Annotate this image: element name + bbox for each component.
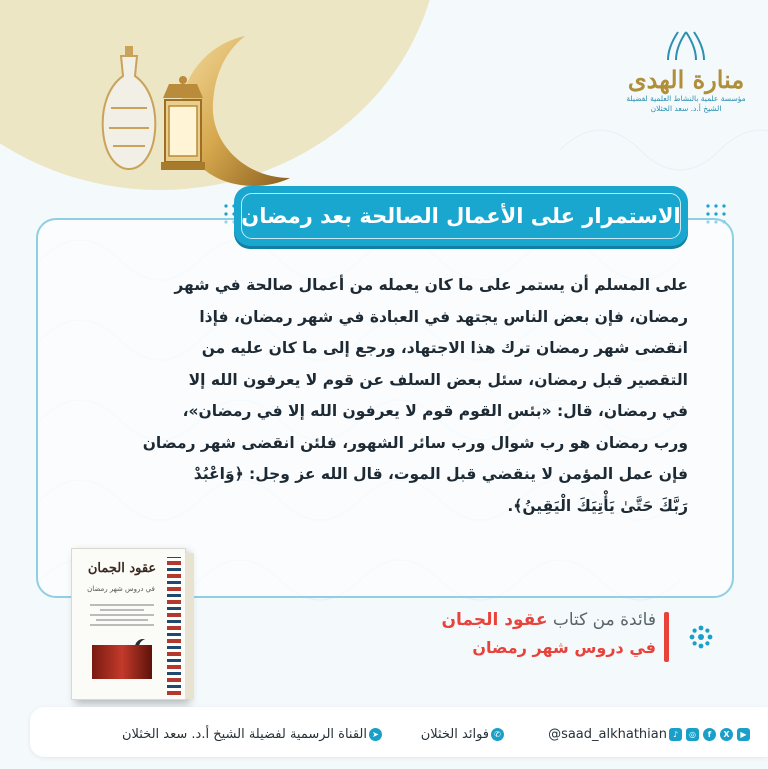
body-line: فإن عمل المؤمن لا ينقضي قبل الموت، قال الله عز وجل: ﴿وَاعْبُدْ bbox=[193, 465, 688, 483]
book-subtitle: في دروس شهر رمضان bbox=[87, 585, 155, 593]
book-pattern bbox=[167, 557, 181, 695]
youtube-icon[interactable]: ▶ bbox=[737, 728, 750, 741]
footer-handle[interactable]: @saad_alkhathian bbox=[548, 727, 667, 742]
crescent-lantern-illustration bbox=[95, 28, 305, 198]
telegram-icon[interactable]: ➤ bbox=[369, 728, 382, 741]
book-text-lines bbox=[90, 601, 154, 629]
book-spine bbox=[185, 553, 194, 699]
caption-line-2: في دروس شهر رمضان bbox=[472, 638, 656, 657]
caption-accent-bar bbox=[664, 612, 669, 662]
logo-title: منارة الهدى bbox=[627, 65, 745, 94]
whatsapp-icon[interactable]: ✆ bbox=[491, 728, 504, 741]
instagram-icon[interactable]: ◎ bbox=[686, 728, 699, 741]
book-title: عقود الجمان bbox=[87, 561, 157, 576]
flower-icon bbox=[686, 622, 716, 652]
body-line: في رمضان، قال: «بئس القوم قوم لا يعرفون الله إلا في رمضان»، bbox=[182, 402, 688, 420]
body-line: التقصير قبل رمضان، سئل بعض السلف عن قوم لا يعرفون الله إلا bbox=[188, 370, 688, 389]
body-line: على المسلم أن يستمر على ما كان يعمله من أعمال صالحة في شهر bbox=[174, 276, 688, 294]
x-icon[interactable]: X bbox=[720, 728, 733, 741]
logo-emblem-icon bbox=[656, 30, 716, 62]
caption-prefix: فائدة من كتاب bbox=[552, 610, 656, 630]
card-title: الاستمرار على الأعمال الصالحة بعد رمضان bbox=[241, 204, 681, 228]
footer-handle-group[interactable] bbox=[548, 727, 752, 742]
book-cover bbox=[71, 548, 186, 700]
title-frame bbox=[241, 193, 681, 239]
footer-benefits-group[interactable] bbox=[421, 727, 506, 742]
logo-subtitle: مؤسسة علمية بالنشاط العلمية لفضيلة الشيخ أ.د. سعد الخثلان bbox=[626, 94, 746, 113]
book-band bbox=[92, 645, 152, 679]
logo bbox=[626, 30, 746, 114]
body-line: رمضان، فإن بعض الناس يجتهد في العبادة في شهر رمضان، فإذا bbox=[199, 307, 688, 326]
title-banner bbox=[234, 186, 688, 246]
caption-book-name: عقود الجمان bbox=[441, 610, 548, 630]
social-footer bbox=[30, 707, 768, 757]
tiktok-icon[interactable]: ♪ bbox=[669, 728, 682, 741]
facebook-icon[interactable]: f bbox=[703, 728, 716, 741]
card-body bbox=[80, 270, 688, 522]
body-line: انقضى شهر رمضان ترك هذا الاجتهاد، ورجع إلى ما كان عليه من bbox=[201, 339, 688, 357]
caption-line-1 bbox=[442, 610, 656, 630]
footer-channel[interactable]: القناة الرسمية لفضيلة الشيخ أ.د. سعد الخثلان bbox=[121, 727, 367, 742]
body-line: رَبَّكَ حَتَّىٰ يَأْتِيَكَ الْيَقِينُ﴾. bbox=[507, 496, 688, 515]
footer-benefits[interactable]: فوائد الخثلان bbox=[420, 727, 489, 742]
footer-channel-group[interactable] bbox=[122, 727, 384, 742]
body-line: ورب رمضان هو رب شوال ورب سائر الشهور، فلئن انقضى شهر رمضان bbox=[142, 433, 688, 452]
